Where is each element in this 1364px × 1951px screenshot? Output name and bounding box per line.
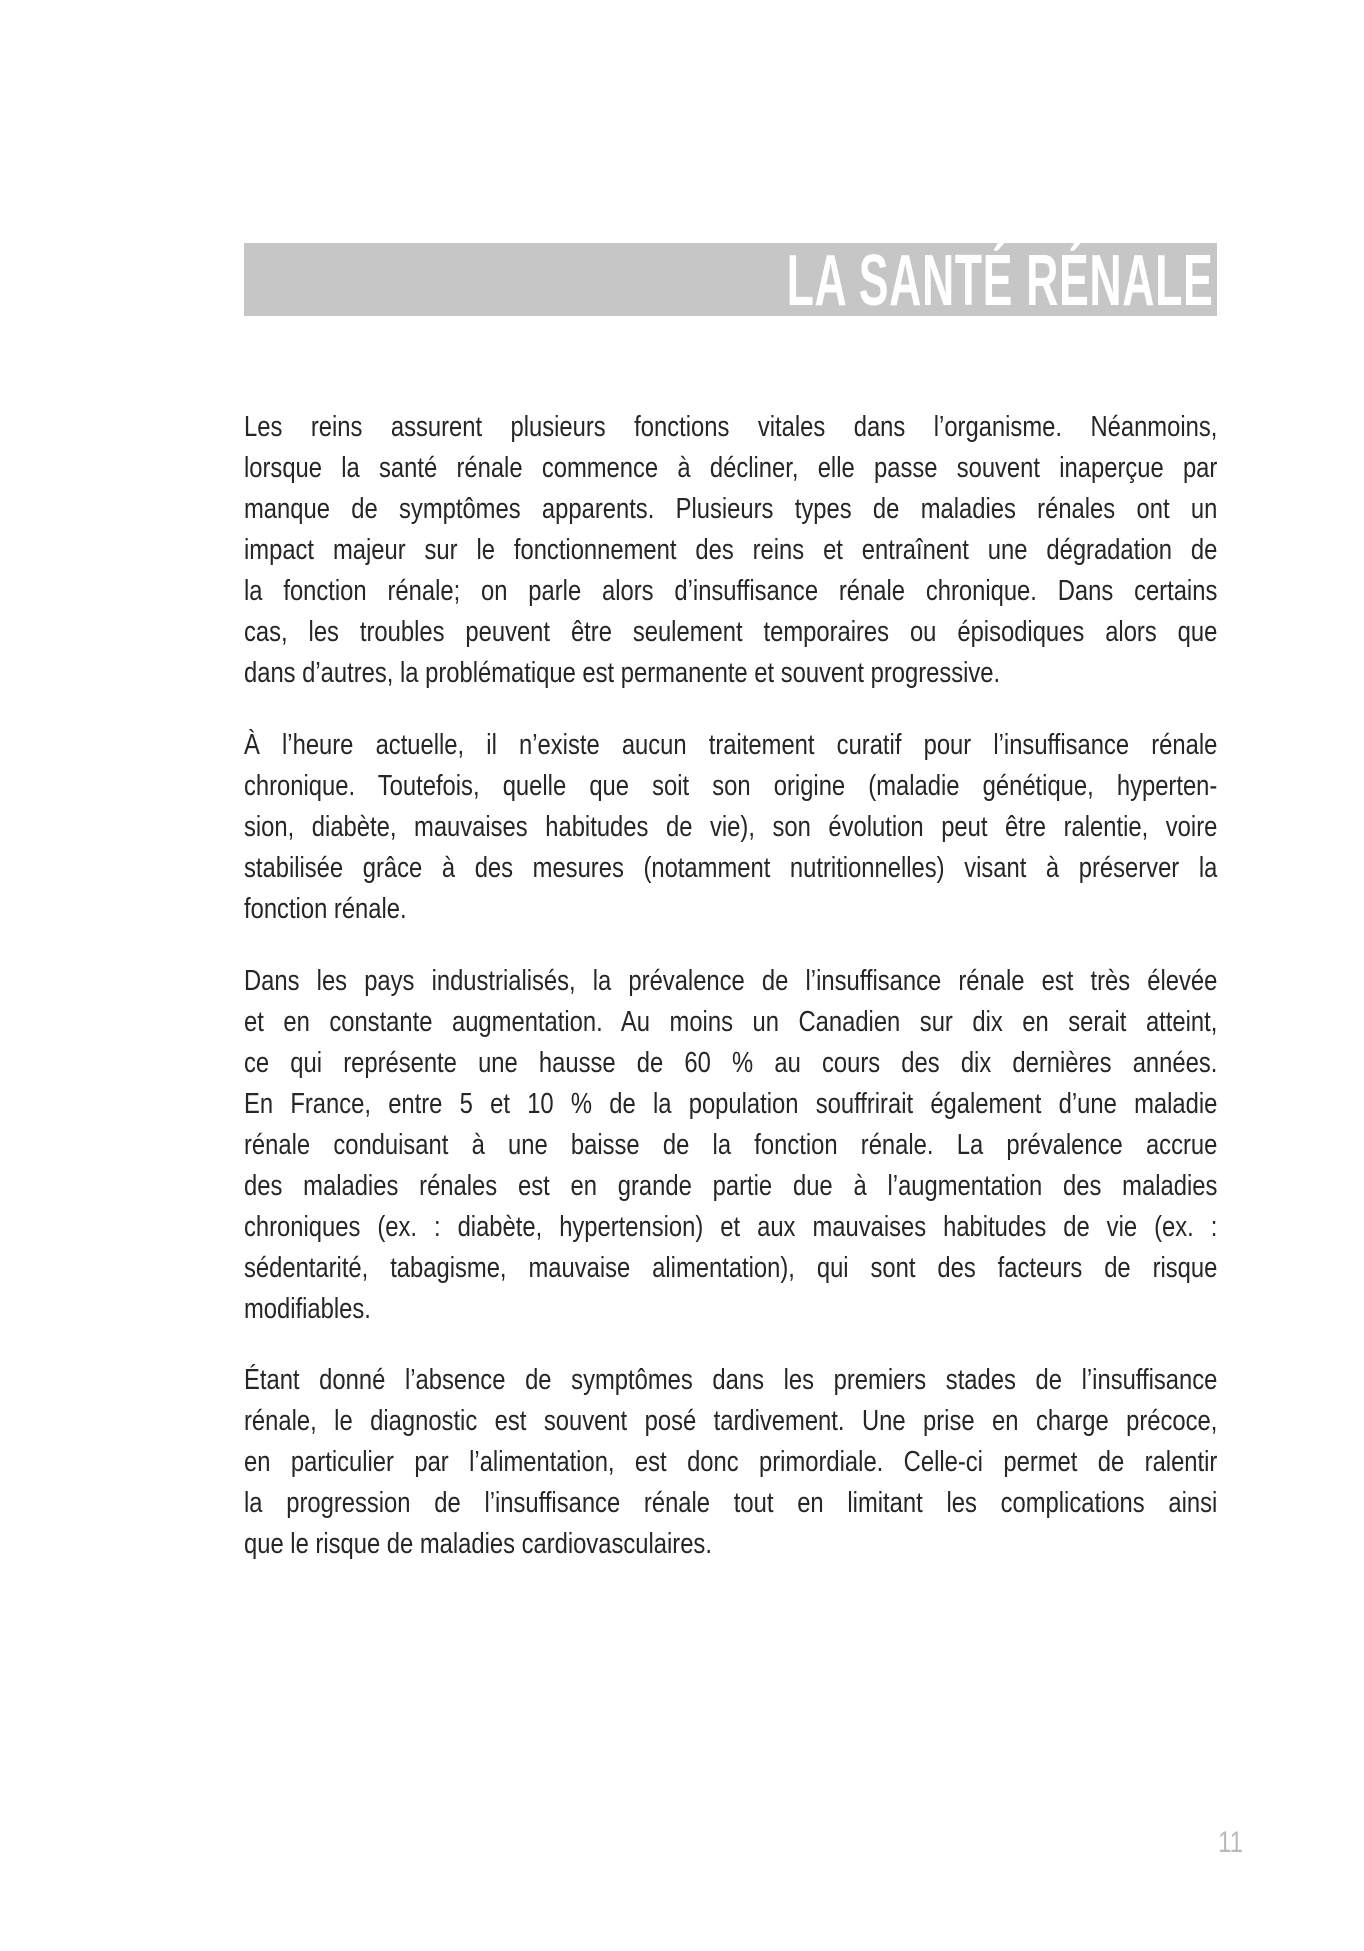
text-line: dans d’autres, la problématique est permanente et souvent progressive. [244, 657, 1001, 689]
text-line: cas, les troubles peuvent être seulement temporaires ou épisodiques alors que [244, 616, 1218, 648]
text-line: En France, entre 5 et 10 % de la population souffrirait également d’une maladie [244, 1088, 1218, 1120]
text-line: ce qui représente une hausse de 60 % au cours des dix dernières années. [244, 1047, 1218, 1079]
text-line: sédentarité, tabagisme, mauvaise alimentation), qui sont des facteurs de risque [244, 1252, 1218, 1284]
text-line: chronique. Toutefois, quelle que soit son origine (maladie génétique, hyperten- [244, 770, 1218, 802]
text-line: des maladies rénales est en grande partie due à l’augmentation des maladies [244, 1170, 1218, 1202]
text-line: modifiables. [244, 1293, 371, 1325]
text-line: impact majeur sur le fonctionnement des reins et entraînent une dégradation de [244, 534, 1218, 566]
text-line: manque de symptômes apparents. Plusieurs types de maladies rénales ont un [244, 493, 1218, 525]
text-line: chroniques (ex. : diabète, hypertension) et aux mauvaises habitudes de vie (ex. : [244, 1211, 1218, 1243]
text-line: fonction rénale. [244, 893, 407, 925]
text-line: À l’heure actuelle, il n’existe aucun traitement curatif pour l’insuffisance rénale [244, 729, 1218, 761]
text-line: rénale conduisant à une baisse de la fonction rénale. La prévalence accrue [244, 1129, 1218, 1161]
paragraph-1 [244, 407, 1217, 694]
page-number: 11 [1218, 1826, 1243, 1859]
text-line: sion, diabète, mauvaises habitudes de vie), son évolution peut être ralentie, voire [244, 811, 1218, 843]
text-line: et en constante augmentation. Au moins un Canadien sur dix en serait atteint, [244, 1006, 1218, 1038]
text-line: que le risque de maladies cardiovasculaires. [244, 1528, 712, 1560]
text-line: en particulier par l’alimentation, est donc primordiale. Celle-ci permet de ralentir [244, 1446, 1218, 1478]
text-line: la fonction rénale; on parle alors d’insuffisance rénale chronique. Dans certains [244, 575, 1218, 607]
paragraph-3 [244, 961, 1217, 1330]
paragraph-4 [244, 1360, 1217, 1565]
text-line: la progression de l’insuffisance rénale tout en limitant les complications ainsi [244, 1487, 1218, 1519]
text-line: stabilisée grâce à des mesures (notamment nutritionnelles) visant à préserver la [244, 852, 1218, 884]
text-line: Les reins assurent plusieurs fonctions vitales dans l’organisme. Néanmoins, [244, 411, 1218, 443]
paragraph-2 [244, 725, 1217, 930]
text-line: Étant donné l’absence de symptômes dans les premiers stades de l’insuffisance [244, 1364, 1218, 1396]
text-line: Dans les pays industrialisés, la prévalence de l’insuffisance rénale est très élevée [244, 965, 1218, 997]
text-line: lorsque la santé rénale commence à décliner, elle passe souvent inaperçue par [244, 452, 1218, 484]
text-line: rénale, le diagnostic est souvent posé tardivement. Une prise en charge précoce, [244, 1405, 1218, 1437]
page-title: LA SANTÉ RÉNALE [786, 241, 1213, 321]
